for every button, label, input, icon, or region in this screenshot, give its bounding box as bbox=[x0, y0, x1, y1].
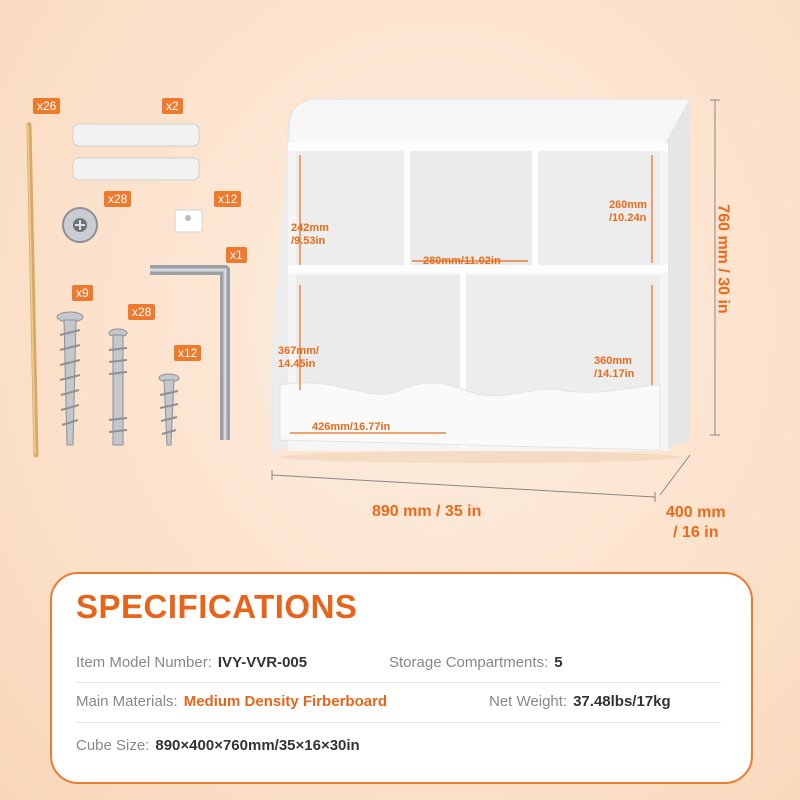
weight-label: Net Weight: bbox=[489, 693, 568, 710]
screw-long-qty-badge: x9 bbox=[72, 285, 93, 301]
screw-small-qty-badge: x12 bbox=[174, 345, 201, 361]
key-qty-badge: x1 bbox=[226, 247, 247, 263]
compartments-label: Storage Compartments: bbox=[389, 654, 549, 671]
cam-qty-badge: x28 bbox=[104, 191, 131, 207]
shelf-illustration bbox=[260, 85, 740, 525]
depth-dimension-label: 400 mm / 16 in bbox=[666, 504, 726, 541]
materials-row bbox=[76, 693, 387, 710]
model-row bbox=[76, 654, 307, 671]
compartments-row bbox=[389, 654, 563, 671]
model-label: Item Model Number: bbox=[76, 654, 212, 671]
divider bbox=[76, 722, 721, 723]
weight-value: 37.48lbs/17kg bbox=[573, 693, 671, 710]
size-value: 890×400×760mm/35×16×30in bbox=[155, 737, 360, 754]
bolt-qty-badge: x28 bbox=[128, 304, 155, 320]
strip-qty-badge: x2 bbox=[162, 98, 183, 114]
bracket-qty-badge: x12 bbox=[214, 191, 241, 207]
cube-left-height-label: 242mm /9.53in bbox=[291, 222, 329, 247]
materials-value: Medium Density Firberboard bbox=[183, 693, 388, 710]
cube-mid-width-label: 280mm/11.02in bbox=[423, 255, 501, 267]
bin-width-label: 426mm/16.77in bbox=[312, 421, 391, 433]
cube-right-height-label: 260mm /10.24n bbox=[609, 199, 647, 224]
dowel-qty-badge: x26 bbox=[33, 98, 60, 114]
divider bbox=[76, 682, 721, 683]
bin-left-height-label: 367mm/ 14.45in bbox=[278, 345, 319, 370]
width-dimension-label: 890 mm / 35 in bbox=[372, 503, 482, 520]
size-row bbox=[76, 737, 360, 754]
specifications-card bbox=[50, 572, 753, 784]
weight-row bbox=[489, 693, 671, 710]
height-dimension-label: 760 mm / 30 in bbox=[714, 204, 732, 314]
size-label: Cube Size: bbox=[76, 737, 150, 754]
compartments-value: 5 bbox=[554, 654, 563, 671]
bin-right-height-label: 360mm /14.17in bbox=[594, 355, 635, 380]
materials-label: Main Materials: bbox=[76, 693, 178, 710]
specifications-heading: SPECIFICATIONS bbox=[76, 588, 358, 625]
hardware-parts-illustration bbox=[0, 0, 260, 470]
model-value: IVY-VVR-005 bbox=[217, 654, 308, 671]
